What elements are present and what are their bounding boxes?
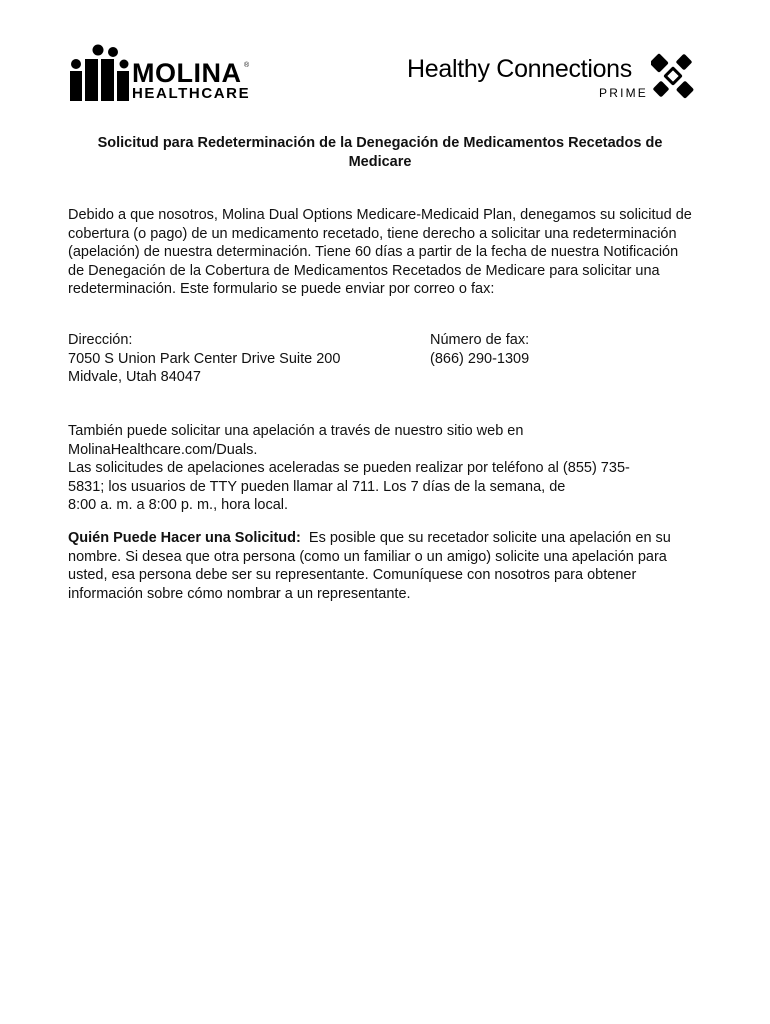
fax-info <box>430 331 630 368</box>
web-line-2: MolinaHealthcare.com/Duals. <box>68 441 258 458</box>
web-line-3: Las solicitudes de apelaciones aceleradas se pueden realizar por teléfono al (855) 735- <box>68 460 630 476</box>
intro-paragraph: Debido a que nosotros, Molina Dual Options Medicare-Medicaid Plan, denegamos su solicitud de cobertura (o pago) de un medicamento recetado, tiene derecho a solicitar una redeterminación (apelación) de nuestra determinación. Tiene 60 días a partir de la fecha de nuestra Notificación de Denegación de la Cobertura de Medicamentos Recetados de Medicare para solicitar una redeterminación. Este formulario se puede enviar por correo o fax: <box>68 207 692 297</box>
registered-mark: ® <box>244 62 250 69</box>
hc-wordmark: Healthy Connections <box>407 55 632 83</box>
web-line-5: 8:00 a. m. a 8:00 p. m., hora local. <box>68 497 289 513</box>
address-label: Dirección: <box>68 332 133 348</box>
address-line-1: 7050 S Union Park Center Drive Suite 200 <box>68 350 341 367</box>
web-line-1: También puede solicitar una apelación a través de nuestro sitio web en <box>68 423 524 439</box>
who-can-request-paragraph <box>68 529 693 603</box>
healthy-connections-prime-logo <box>405 50 695 106</box>
molina-wordmark: MOLINA <box>132 58 242 88</box>
web-phone-paragraph <box>68 422 693 515</box>
molina-people-icon <box>68 44 130 104</box>
page-title: Solicitud para Redeterminación de la Denegación de Medicamentos Recetados de Medicare <box>97 135 663 170</box>
fax-number: (866) 290-1309 <box>430 350 530 367</box>
who-can-request-text: Es posible que su recetador solicite una apelación en su nombre. Si desea que otra persona (como un familiar o un amigo) solicite una apelación para usted, esa persona debe ser su representante. Comuníquese con nosotros para obtener información sobre cómo nombrar a un representante. <box>68 530 671 602</box>
molina-subtitle: HEALTHCARE <box>132 85 251 102</box>
mailing-address <box>68 331 388 387</box>
hc-subtitle: PRIME <box>599 86 649 100</box>
fax-label: Número de fax: <box>430 332 530 348</box>
molina-healthcare-logo <box>68 44 258 104</box>
address-line-2: Midvale, Utah 84047 <box>68 369 201 385</box>
who-can-request-label: Quién Puede Hacer una Solicitud: <box>68 530 301 546</box>
web-line-4: 5831; los usuarios de TTY pueden llamar al 711. Los 7 días de la semana, de <box>68 478 566 495</box>
hc-x-mark-icon <box>651 52 695 102</box>
